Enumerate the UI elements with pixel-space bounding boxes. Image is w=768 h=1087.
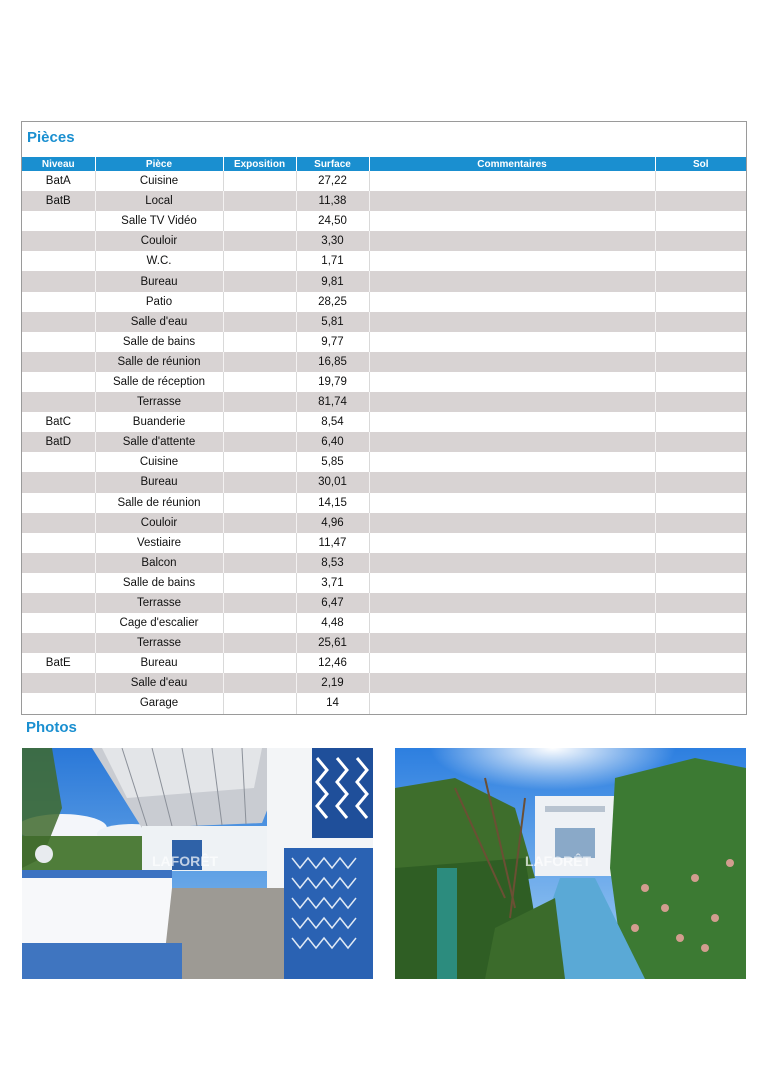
cell-piece: Salle d'attente: [95, 432, 223, 452]
cell-surface: 27,22: [296, 171, 369, 191]
cell-surface: 4,48: [296, 613, 369, 633]
cell-piece: Bureau: [95, 271, 223, 291]
cell-surface: 6,47: [296, 593, 369, 613]
cell-piece: Local: [95, 191, 223, 211]
cell-piece: Cage d'escalier: [95, 613, 223, 633]
cell-sol: [655, 271, 746, 291]
cell-commentaires: [369, 653, 655, 673]
table-row: [22, 432, 746, 452]
cell-piece: Couloir: [95, 231, 223, 251]
cell-sol: [655, 573, 746, 593]
cell-niveau: [22, 372, 95, 392]
cell-exposition: [223, 673, 296, 693]
cell-surface: 25,61: [296, 633, 369, 653]
cell-surface: 6,40: [296, 432, 369, 452]
cell-niveau: [22, 593, 95, 613]
cell-sol: [655, 171, 746, 191]
cell-piece: Garage: [95, 693, 223, 713]
cell-commentaires: [369, 533, 655, 553]
cell-surface: 11,38: [296, 191, 369, 211]
cell-niveau: [22, 392, 95, 412]
rooms-table: [22, 157, 746, 714]
table-row: [22, 312, 746, 332]
cell-piece: Bureau: [95, 653, 223, 673]
cell-surface: 30,01: [296, 472, 369, 492]
cell-exposition: [223, 191, 296, 211]
cell-niveau: [22, 271, 95, 291]
table-row: [22, 191, 746, 211]
cell-exposition: [223, 271, 296, 291]
cell-piece: W.C.: [95, 251, 223, 271]
table-row: [22, 472, 746, 492]
cell-commentaires: [369, 312, 655, 332]
cell-exposition: [223, 332, 296, 352]
cell-exposition: [223, 513, 296, 533]
cell-exposition: [223, 312, 296, 332]
cell-sol: [655, 191, 746, 211]
cell-commentaires: [369, 271, 655, 291]
cell-exposition: [223, 593, 296, 613]
table-row: [22, 633, 746, 653]
cell-niveau: BatE: [45, 657, 71, 670]
cell-exposition: [223, 533, 296, 553]
cell-niveau: [22, 493, 95, 513]
cell-exposition: [223, 613, 296, 633]
cell-sol: [655, 292, 746, 312]
cell-niveau: BatB: [22, 191, 95, 211]
cell-sol: [655, 693, 746, 713]
cell-exposition: [223, 231, 296, 251]
cell-piece: Terrasse: [95, 633, 223, 653]
column-header-commentaires: Commentaires: [369, 157, 655, 171]
rooms-card: [21, 121, 747, 715]
cell-niveau: [22, 292, 95, 312]
cell-niveau: [22, 452, 95, 472]
table-row: [22, 372, 746, 392]
cell-niveau: [22, 553, 95, 573]
table-row: [22, 553, 746, 573]
cell-surface: 9,81: [296, 271, 369, 291]
cell-surface: 4,96: [296, 513, 369, 533]
cell-piece: Vestiaire: [95, 533, 223, 553]
cell-niveau: [22, 533, 95, 553]
table-row: [22, 693, 746, 713]
cell-exposition: [223, 171, 296, 191]
cell-commentaires: [369, 191, 655, 211]
cell-sol: [655, 673, 746, 693]
cell-exposition: [223, 633, 296, 653]
cell-sol: [655, 593, 746, 613]
table-row: [22, 653, 746, 673]
cell-exposition: [223, 372, 296, 392]
cell-commentaires: [369, 332, 655, 352]
table-row: [22, 452, 746, 472]
cell-piece: Bureau: [95, 472, 223, 492]
cell-piece: Couloir: [95, 513, 223, 533]
cell-niveau: [22, 352, 95, 372]
table-row: [22, 251, 746, 271]
cell-piece: Salle d'eau: [95, 312, 223, 332]
cell-surface: 2,19: [296, 673, 369, 693]
cell-exposition: [223, 211, 296, 231]
cell-sol: [655, 372, 746, 392]
cell-niveau: [22, 573, 95, 593]
table-row: [22, 533, 746, 553]
cell-niveau: [22, 613, 95, 633]
cell-piece: Cuisine: [95, 452, 223, 472]
cell-exposition: [223, 352, 296, 372]
cell-niveau: [22, 633, 95, 653]
cell-piece: Salle de bains: [95, 573, 223, 593]
cell-commentaires: [369, 412, 655, 432]
cell-commentaires: [369, 432, 655, 452]
cell-exposition: [223, 251, 296, 271]
cell-piece: Salle TV Vidéo: [95, 211, 223, 231]
table-row: [22, 231, 746, 251]
cell-commentaires: [369, 673, 655, 693]
cell-piece: Buanderie: [95, 412, 223, 432]
table-row: [22, 211, 746, 231]
cell-sol: [655, 452, 746, 472]
cell-commentaires: [369, 231, 655, 251]
cell-niveau: [22, 312, 95, 332]
cell-sol: [655, 432, 746, 452]
cell-surface: 8,53: [296, 553, 369, 573]
cell-surface: 5,85: [296, 452, 369, 472]
cell-surface: 3,30: [296, 231, 369, 251]
table-row: [22, 292, 746, 312]
table-row: [22, 613, 746, 633]
cell-surface: 8,54: [296, 412, 369, 432]
cell-surface: 12,46: [296, 653, 369, 673]
cell-surface: 24,50: [296, 211, 369, 231]
watermark-logo: LAFORÊT: [152, 853, 219, 869]
cell-surface: 11,47: [296, 533, 369, 553]
photo-terrace-illustration: [22, 748, 373, 979]
table-row: [22, 513, 746, 533]
column-header-sol: Sol: [655, 157, 746, 171]
cell-commentaires: [369, 493, 655, 513]
cell-surface: 14: [296, 693, 369, 713]
table-row: [22, 493, 746, 513]
cell-commentaires: [369, 292, 655, 312]
cell-niveau: [22, 332, 95, 352]
cell-sol: [655, 392, 746, 412]
cell-piece: Terrasse: [95, 593, 223, 613]
cell-niveau: [22, 251, 95, 271]
cell-commentaires: [369, 372, 655, 392]
cell-niveau: [22, 673, 95, 693]
cell-surface: 14,15: [296, 493, 369, 513]
cell-sol: [655, 251, 746, 271]
column-header-piece: Pièce: [95, 157, 223, 171]
table-row: [22, 171, 746, 191]
table-row: [22, 593, 746, 613]
cell-sol: [655, 533, 746, 553]
cell-commentaires: [369, 573, 655, 593]
cell-niveau: [22, 231, 95, 251]
cell-niveau: [22, 693, 95, 713]
photo-garden-illustration: [395, 748, 746, 979]
cell-surface: 19,79: [296, 372, 369, 392]
cell-exposition: [223, 573, 296, 593]
cell-commentaires: [369, 211, 655, 231]
cell-exposition: [223, 392, 296, 412]
table-row: [22, 392, 746, 412]
cell-piece: Cuisine: [95, 171, 223, 191]
table-row: [22, 673, 746, 693]
cell-sol: [655, 211, 746, 231]
watermark-logo: LAFORÊT: [525, 853, 592, 869]
cell-commentaires: [369, 593, 655, 613]
cell-surface: 5,81: [296, 312, 369, 332]
cell-piece: Salle de réunion: [95, 493, 223, 513]
column-header-niveau: Niveau: [22, 157, 95, 171]
cell-commentaires: [369, 251, 655, 271]
cell-exposition: [223, 493, 296, 513]
cell-sol: [655, 513, 746, 533]
cell-exposition: [223, 412, 296, 432]
rooms-section-title: Pièces: [27, 129, 75, 146]
cell-exposition: [223, 653, 296, 673]
property-photo-terrace: [22, 748, 373, 979]
cell-niveau: [22, 211, 95, 231]
cell-niveau: BatD: [22, 432, 95, 452]
cell-exposition: [223, 452, 296, 472]
cell-sol: [655, 231, 746, 251]
property-photo-garden: [395, 748, 746, 979]
cell-commentaires: [369, 553, 655, 573]
photos-section-title: Photos: [26, 719, 77, 736]
cell-commentaires: [369, 452, 655, 472]
cell-sol: [655, 352, 746, 372]
cell-piece: Salle d'eau: [95, 673, 223, 693]
cell-exposition: [223, 553, 296, 573]
table-row: [22, 412, 746, 432]
cell-piece: Patio: [95, 292, 223, 312]
table-row: [22, 573, 746, 593]
cell-commentaires: [369, 613, 655, 633]
cell-sol: [655, 553, 746, 573]
table-row: [22, 352, 746, 372]
cell-sol: [655, 412, 746, 432]
cell-niveau: [22, 513, 95, 533]
cell-piece: Salle de réception: [95, 372, 223, 392]
cell-surface: 81,74: [296, 392, 369, 412]
cell-commentaires: [369, 693, 655, 713]
cell-exposition: [223, 292, 296, 312]
cell-piece: Salle de réunion: [95, 352, 223, 372]
cell-sol: [655, 312, 746, 332]
cell-niveau: BatA: [45, 175, 71, 188]
cell-surface: 3,71: [296, 573, 369, 593]
cell-commentaires: [369, 472, 655, 492]
cell-commentaires: [369, 392, 655, 412]
cell-surface: 1,71: [296, 251, 369, 271]
cell-commentaires: [369, 352, 655, 372]
cell-surface: 16,85: [296, 352, 369, 372]
cell-piece: Terrasse: [95, 392, 223, 412]
cell-exposition: [223, 472, 296, 492]
cell-commentaires: [369, 171, 655, 191]
cell-piece: Balcon: [95, 553, 223, 573]
cell-surface: 28,25: [296, 292, 369, 312]
cell-niveau: BatC: [45, 416, 72, 429]
table-row: [22, 271, 746, 291]
column-header-surface: Surface: [296, 157, 369, 171]
cell-sol: [655, 613, 746, 633]
table-row: [22, 332, 746, 352]
cell-exposition: [223, 693, 296, 713]
cell-sol: [655, 633, 746, 653]
cell-exposition: [223, 432, 296, 452]
table-header-row: [22, 157, 746, 171]
cell-sol: [655, 653, 746, 673]
cell-commentaires: [369, 633, 655, 653]
cell-commentaires: [369, 513, 655, 533]
cell-sol: [655, 493, 746, 513]
cell-sol: [655, 472, 746, 492]
column-header-exposition: Exposition: [223, 157, 296, 171]
cell-piece: Salle de bains: [95, 332, 223, 352]
cell-sol: [655, 332, 746, 352]
cell-niveau: [22, 472, 95, 492]
cell-surface: 9,77: [296, 332, 369, 352]
